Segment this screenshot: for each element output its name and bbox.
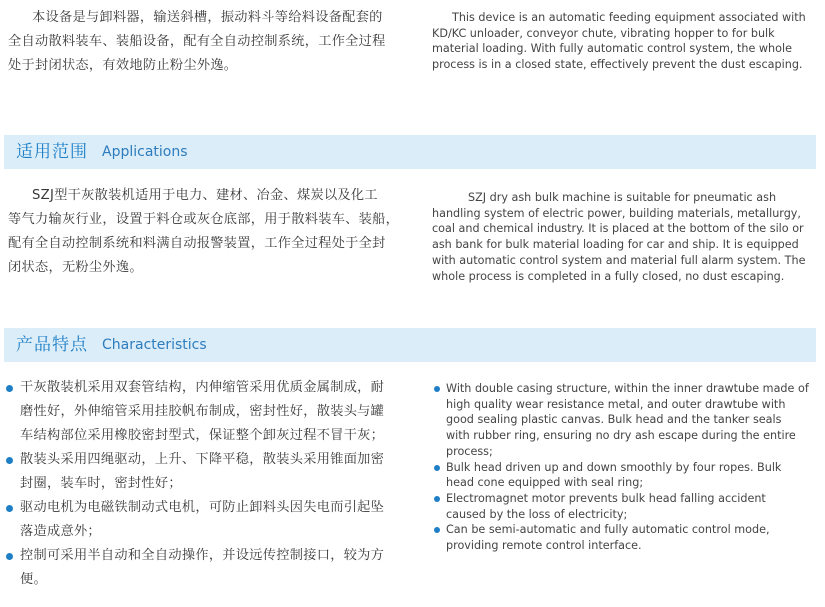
applications-cn: [8, 184, 408, 280]
list-item: [6, 376, 416, 448]
bullet-icon: [6, 457, 13, 464]
applications-en-line-5: with automatic control system and material full alarm system. The: [432, 253, 806, 267]
list-item-line: With double casing structure, within the inner drawtube made of: [446, 382, 809, 395]
list-item-line: high quality wear resistance metal, and outer drawtube with: [446, 397, 786, 411]
applications-en-line-2: handling system of electric power, building materials, metallurgy,: [432, 206, 801, 220]
list-item: [434, 491, 824, 522]
characteristics-header: [4, 328, 816, 362]
list-item: [434, 460, 824, 491]
characteristics-cn-list: [6, 376, 416, 592]
list-item-line: good sealing plastic canvas. Bulk head and the tanker seals: [446, 413, 782, 427]
list-item: [434, 381, 824, 460]
bullet-icon: [434, 386, 440, 392]
list-item-line: 散装头采用四绳驱动，上升、下降平稳，散装头采用锥面加密: [20, 452, 385, 467]
applications-cn-line-3: 配有全自动控制系统和料满自动报警装置，工作全过程处于全封: [8, 236, 386, 251]
characteristics-en-list: [434, 381, 824, 554]
list-item-line: head cone equipped with seal ring;: [446, 476, 644, 490]
list-item-line: 控制可采用半自动和全自动操作，并设远传控制接口，较为方: [20, 548, 385, 563]
applications-en-line-6: whole process is completed in a fully closed, no dust escaping.: [432, 269, 785, 283]
list-item: [434, 522, 824, 553]
list-item-line: with rubber ring, ensuring no dry ash escape during the entire: [446, 429, 796, 443]
bullet-icon: [434, 465, 440, 471]
list-item-line: 磨性好，外伸缩管采用挂胶帆布制成，密封性好，散装头与罐: [20, 404, 385, 419]
list-item-line: 干灰散装机采用双套管结构，内伸缩管采用优质金属制成，耐: [20, 380, 385, 395]
intro-cn-line-1: 本设备是与卸料器，输送斜槽，振动料斗等给料设备配套的: [32, 10, 383, 25]
list-item-line: Bulk head driven up and down smoothly by four ropes. Bulk: [446, 460, 782, 474]
intro-cn-line-2: 全自动散料装车、装船设备，配有全自动控制系统，工作全过程: [8, 34, 386, 49]
list-item-line: providing remote control interface.: [446, 539, 642, 553]
intro-cn-line-3: 处于封闭状态，有效地防止粉尘外逸。: [8, 58, 238, 73]
bullet-icon: [6, 505, 13, 512]
list-item-line: caused by the loss of electricity;: [446, 507, 628, 521]
list-item-line: Electromagnet motor prevents bulk head falling accident: [446, 491, 766, 505]
intro-en-line-2: KD/KC unloader, conveyor chute, vibrating hopper to for bulk: [432, 26, 775, 40]
list-item: [6, 448, 416, 496]
applications-title-zh: 适用范围: [16, 142, 88, 162]
characteristics-title-en: Characteristics: [102, 337, 207, 353]
list-item: [6, 544, 416, 592]
applications-en-line-4: ash bank for bulk material loading for car and ship. It is equipped: [432, 238, 799, 252]
bullet-icon: [434, 496, 440, 502]
intro-en: [432, 10, 822, 73]
list-item-line: 落造成意外；: [20, 524, 101, 539]
applications-en: [432, 190, 822, 284]
list-item-line: Can be semi-automatic and fully automatic control mode,: [446, 523, 770, 537]
applications-en-line-3: coal and chemical industry. It is placed at the bottom of the silo or: [432, 222, 804, 236]
applications-header: [4, 135, 816, 169]
applications-cn-line-1: SZJ型干灰散装机适用于电力、建材、冶金、煤炭以及化工: [32, 188, 378, 203]
intro-cn: [8, 6, 408, 78]
bullet-icon: [6, 553, 13, 560]
list-item-line: process;: [446, 444, 493, 458]
applications-en-line-1: SZJ dry ash bulk machine is suitable for pneumatic ash: [468, 191, 777, 204]
list-item-line: 车结构部位采用橡胶密封型式，保证整个卸灰过程不冒干灰；: [20, 428, 385, 443]
bullet-icon: [6, 385, 13, 392]
applications-cn-line-2: 等气力输灰行业，设置于料仓或灰仓底部，用于散料装车、装船，: [8, 212, 400, 227]
intro-en-line-1: This device is an automatic feeding equipment associated with: [452, 11, 806, 24]
list-item: [6, 496, 416, 544]
list-item-line: 封圈，装车时，密封性好；: [20, 476, 182, 491]
characteristics-title-zh: 产品特点: [16, 335, 88, 355]
intro-en-line-4: process is in a closed state, effectively prevent the dust escaping.: [432, 58, 803, 72]
list-item-line: 便。: [20, 572, 47, 587]
applications-cn-line-4: 闭状态，无粉尘外逸。: [8, 260, 143, 275]
applications-title-en: Applications: [102, 144, 188, 160]
list-item-line: 驱动电机为电磁铁制动式电机，可防止卸料头因失电而引起坠: [20, 500, 385, 515]
intro-en-line-3: material loading. With fully automatic control system, the whole: [432, 42, 792, 56]
